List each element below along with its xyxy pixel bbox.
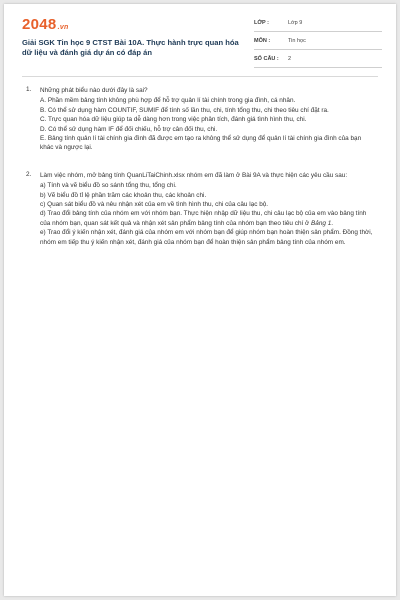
meta-value-subject: Tin học bbox=[288, 38, 306, 44]
header-divider bbox=[22, 76, 378, 77]
document-header bbox=[4, 4, 396, 66]
option-c: C. Trực quan hóa dữ liệu giúp ta dễ dàng hơn trong việc phân tích, đánh giá tình hình thu, chi. bbox=[40, 116, 307, 124]
task-d-text: d) Trao đổi bảng tính của nhóm em với nhóm bạn. Thực hiện nhập dữ liệu thu, chi câu lạc bộ của em vào bảng tính của nhóm bạn, quan sát kết quả và nhận xét sản phẩm bảng tính của nhóm bạn theo tiêu chí ở bbox=[40, 210, 367, 227]
question-number: 1. bbox=[26, 86, 32, 93]
meta-label-count: SỐ CÂU : bbox=[254, 56, 279, 62]
task-e: e) Trao đổi ý kiến nhận xét, đánh giá của nhóm em với nhóm bạn để giúp nhóm bạn hoàn thiện sản phẩm. Đồng thời, nhóm em tiếp thu ý kiến nhận xét, đánh giá của nhóm bạn để hoàn thiện sản phẩm bảng tính của nhóm em. bbox=[40, 229, 373, 246]
site-logo[interactable] bbox=[22, 16, 69, 33]
meta-value-count: 2 bbox=[288, 56, 292, 62]
option-b: B. Có thể sử dụng hàm COUNTIF, SUMIF để tính số lần thu, chi, tính tổng thu, chi theo tiêu chí đặt ra. bbox=[40, 106, 329, 114]
task-d-tail: . bbox=[331, 219, 334, 227]
task-c: c) Quan sát biểu đồ và nêu nhận xét của em về tình hình thu, chi của câu lạc bộ. bbox=[40, 201, 269, 209]
question-text: Những phát biểu nào dưới đây là sai? bbox=[40, 87, 148, 94]
task-d bbox=[40, 209, 376, 228]
question-text: Làm việc nhóm, mở bảng tính QuanLiTaiChinh.xlsx nhóm em đã làm ở Bài 9A và thực hiện các yêu cầu sau: bbox=[40, 171, 348, 179]
task-a: a) Tính và vẽ biểu đồ so sánh tổng thu, tổng chi. bbox=[40, 182, 177, 190]
question-2 bbox=[26, 171, 376, 247]
question-number: 2. bbox=[26, 170, 32, 178]
meta-label-class: LỚP : bbox=[254, 20, 269, 26]
option-d: D. Có thể sử dụng hàm IF để đối chiếu, hỗ trợ cân đối thu, chi. bbox=[40, 125, 218, 133]
option-a: A. Phần mềm bảng tính không phù hợp để hỗ trợ quản lí tài chính trong gia đình, cá nhân. bbox=[40, 97, 296, 105]
meta-row-subject bbox=[254, 36, 382, 50]
logo-text: 2048 bbox=[22, 16, 57, 33]
meta-label-subject: MÔN : bbox=[254, 38, 271, 44]
table-reference: Bảng 1 bbox=[311, 219, 332, 227]
meta-row-class bbox=[254, 18, 382, 32]
meta-value-class: Lớp 9 bbox=[288, 20, 303, 26]
logo-tld: .vn bbox=[57, 24, 69, 31]
task-b: b) Vẽ biểu đồ tỉ lệ phần trăm các khoản thu, các khoản chi. bbox=[40, 191, 207, 199]
questions-list bbox=[26, 86, 376, 265]
question-1 bbox=[26, 86, 376, 153]
document-page bbox=[4, 4, 396, 596]
meta-table bbox=[254, 18, 382, 72]
meta-row-count bbox=[254, 54, 382, 68]
page-title: Giải SGK Tin học 9 CTST Bài 10A. Thực hành trực quan hóa dữ liệu và đánh giá dự án có đáp án bbox=[22, 38, 239, 57]
option-e: E. Bảng tính quản lí tài chính gia đình đã được em tạo ra không thể sử dụng để quản lí tài chính gia đình của bạn khác và ngược lại. bbox=[40, 135, 362, 152]
